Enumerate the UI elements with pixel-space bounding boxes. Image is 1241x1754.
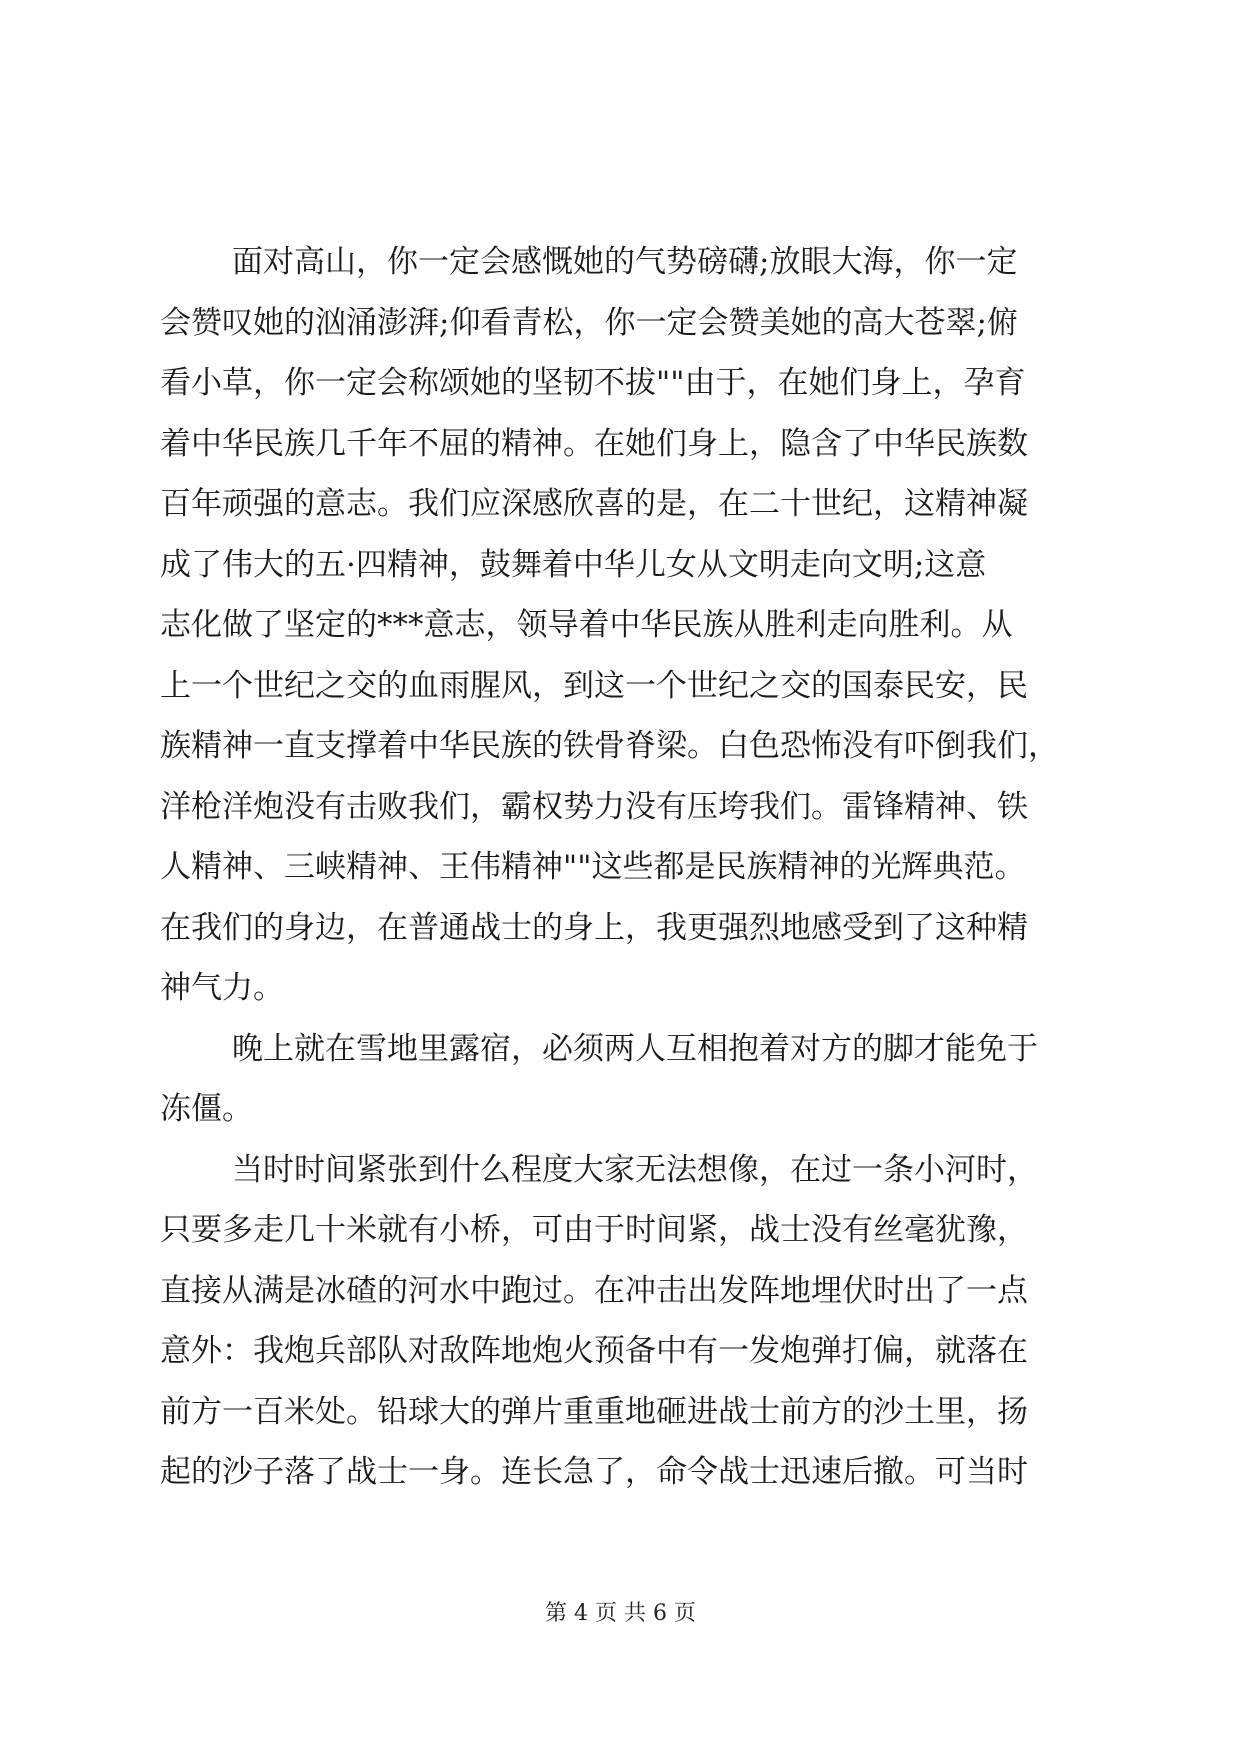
text-line: 会赞叹她的汹涌澎湃;仰看青松，你一定会赞美她的高大苍翠;俯 bbox=[160, 304, 1018, 341]
paragraph-3 bbox=[160, 1140, 1090, 1503]
paragraph-2 bbox=[160, 1019, 1090, 1140]
text-line: 看小草，你一定会称颂她的坚韧不拔""由于，在她们身上，孕育 bbox=[160, 365, 1026, 401]
text-line: 洋枪洋炮没有击败我们，霸权势力没有压垮我们。雷锋精神、铁 bbox=[160, 788, 1028, 825]
text-line: 上一个世纪之交的血雨腥风，到这一个世纪之交的国泰民安，民 bbox=[160, 667, 1028, 704]
text-line: 意外：我炮兵部队对敌阵地炮火预备中有一发炮弹打偏，就落在 bbox=[160, 1333, 1028, 1369]
page-number-footer: 第 4 页 共 6 页 bbox=[545, 1601, 696, 1626]
text-line: 在我们的身边，在普通战士的身上，我更强烈地感受到了这种精 bbox=[160, 909, 1028, 946]
text-line: 当时时间紧张到什么程度大家无法想像，在过一条小河时， bbox=[232, 1151, 1038, 1188]
text-line: 神气力。 bbox=[160, 970, 284, 1006]
text-line: 成了伟大的五·四精神，鼓舞着中华儿女从文明走向文明;这意 bbox=[160, 546, 987, 583]
text-line: 直接从满是冰碴的河水中跑过。在冲击出发阵地埋伏时出了一点 bbox=[160, 1272, 1028, 1309]
text-line: 志化做了坚定的***意志，领导着中华民族从胜利走向胜利。从 bbox=[160, 607, 1013, 643]
text-line: 面对高山，你一定会感慨她的气势磅礴;放眼大海，你一定 bbox=[232, 244, 1018, 280]
text-line: 晚上就在雪地里露宿，必须两人互相抱着对方的脚才能免于 bbox=[232, 1030, 1038, 1067]
body-text bbox=[160, 232, 1090, 1503]
paragraph-1 bbox=[160, 232, 1090, 1019]
text-line: 着中华民族几千年不屈的精神。在她们身上，隐含了中华民族数 bbox=[160, 425, 1028, 462]
text-line: 冻僵。 bbox=[160, 1091, 253, 1127]
text-line: 百年顽强的意志。我们应深感欣喜的是，在二十世纪，这精神凝 bbox=[160, 486, 1028, 522]
text-line: 起的沙子落了战士一身。连长急了，命令战士迅速后撤。可当时 bbox=[160, 1454, 1028, 1490]
text-line: 人精神、三峡精神、王伟精神""这些都是民族精神的光辉典范。 bbox=[160, 849, 1026, 885]
text-line: 族精神一直支撑着中华民族的铁骨脊梁。白色恐怖没有吓倒我们， bbox=[160, 728, 1059, 764]
text-line: 只要多走几十米就有小桥，可由于时间紧，战士没有丝毫犹豫， bbox=[160, 1212, 1028, 1248]
text-line: 前方一百米处。铅球大的弹片重重地砸进战士前方的沙土里，扬 bbox=[160, 1393, 1028, 1430]
